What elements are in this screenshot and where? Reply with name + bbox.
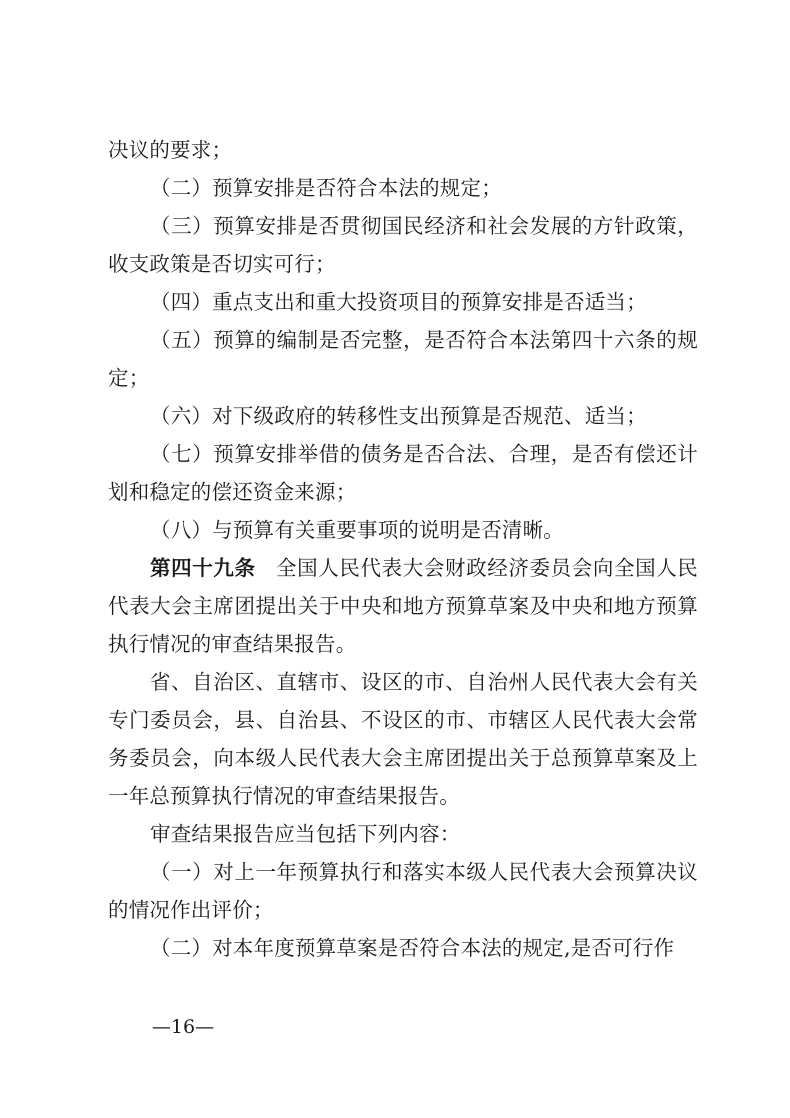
paragraph-text: 决议的要求； xyxy=(108,138,233,162)
paragraph xyxy=(108,511,698,549)
paragraph xyxy=(108,169,698,207)
document-body xyxy=(108,131,698,967)
paragraph xyxy=(108,853,698,929)
paragraph-text: 全国人民代表大会财政经济委员会向全国人民代表大会主席团提出关于中央和地方预算草案及中央和地方预算执行情况的审查结果报告。 xyxy=(108,556,699,656)
page-number: —16— xyxy=(151,1016,215,1038)
paragraph-text: （六）对下级政府的转移性支出预算是否规范、适当； xyxy=(150,404,647,428)
paragraph-text: （二）预算安排是否符合本法的规定； xyxy=(150,176,502,200)
paragraph xyxy=(108,131,698,169)
paragraph-text: （一）对上一年预算执行和落实本级人民代表大会预算决议的情况作出评价； xyxy=(108,860,698,922)
paragraph xyxy=(108,283,698,321)
paragraph xyxy=(108,435,698,511)
paragraph-text: （三）预算安排是否贯彻国民经济和社会发展的方针政策，收支政策是否切实可行； xyxy=(108,214,698,276)
paragraph xyxy=(108,207,698,283)
paragraph-text: 审查结果报告应当包括下列内容： xyxy=(150,822,461,846)
paragraph xyxy=(108,397,698,435)
paragraph-text: （二）对本年度预算草案是否符合本法的规定,是否可行作 xyxy=(150,936,675,960)
paragraph-text: （八）与预算有关重要事项的说明是否清晰。 xyxy=(150,518,564,542)
page-footer xyxy=(0,1016,790,1038)
paragraph xyxy=(108,663,698,815)
paragraph xyxy=(108,321,698,397)
paragraph-text: （五）预算的编制是否完整，是否符合本法第四十六条的规定； xyxy=(108,328,698,390)
paragraph xyxy=(108,929,698,967)
paragraph-text: 省、自治区、直辖市、设区的市、自治州人民代表大会有关专门委员会，县、自治县、不设区的市、市辖区人民代表大会常务委员会，向本级人民代表大会主席团提出关于总预算草案及上一年总预算执行情况的审查结果报告。 xyxy=(108,670,698,808)
paragraph xyxy=(108,815,698,853)
article-number: 第四十九条 xyxy=(150,556,256,580)
article-paragraph xyxy=(108,549,698,663)
paragraph-text: （七）预算安排举借的债务是否合法、合理，是否有偿还计划和稳定的偿还资金来源； xyxy=(108,442,698,504)
paragraph-text: （四）重点支出和重大投资项目的预算安排是否适当； xyxy=(150,290,647,314)
